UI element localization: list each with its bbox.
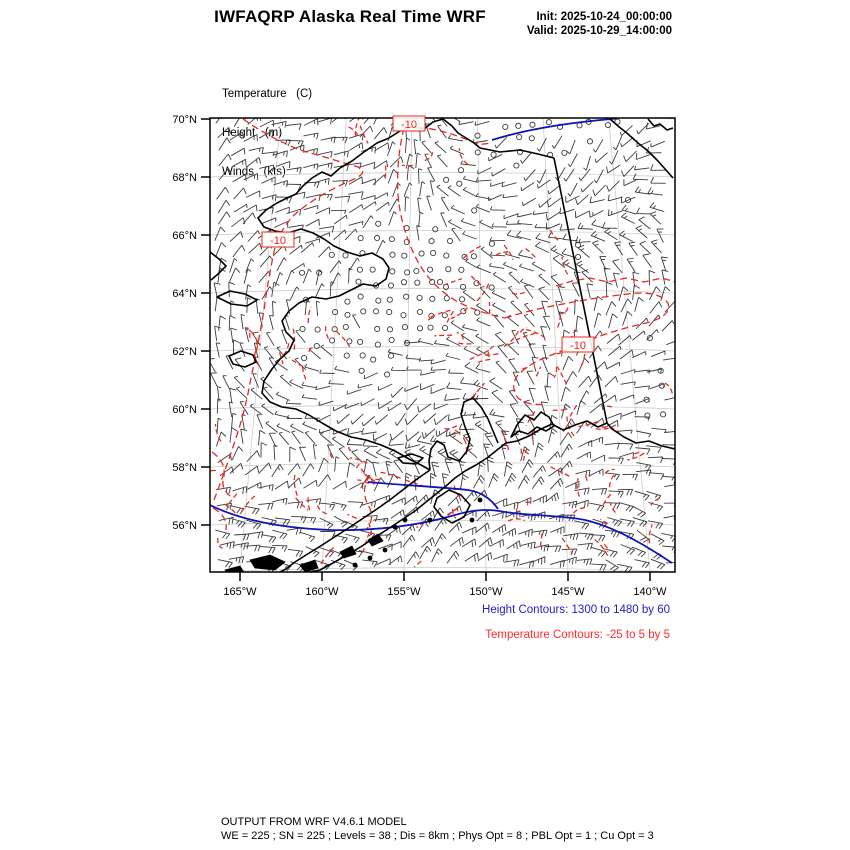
valid-timestamp: Valid: 2025-10-29_14:00:00	[526, 25, 672, 37]
model-info-line1: OUTPUT FROM WRF V4.6.1 MODEL	[221, 816, 407, 828]
islands	[225, 498, 482, 578]
lat-label: 64°N	[172, 288, 197, 300]
wind-barbs	[208, 109, 681, 573]
init-timestamp: Init: 2025-10-24_00:00:00	[536, 11, 672, 23]
lat-label: 70°N	[172, 114, 197, 126]
lat-axis	[172, 114, 210, 532]
contour-value-label: -10	[570, 340, 586, 352]
lon-label: 160°W	[305, 586, 339, 598]
lon-axis	[223, 572, 667, 598]
contour-value-label: -10	[401, 119, 417, 131]
height-contours	[210, 119, 672, 564]
lat-label: 66°N	[172, 230, 197, 242]
legend-height: Height (m)	[222, 127, 283, 139]
lon-label: 145°W	[551, 586, 585, 598]
lon-label: 155°W	[387, 586, 421, 598]
page-title: IWFAQRP Alaska Real Time WRF	[214, 7, 486, 26]
model-info-line2: WE = 225 ; SN = 225 ; Levels = 38 ; Dis = 8km ; Phys Opt = 8 ; PBL Opt = 1 ; Cu Opt = 3	[221, 829, 654, 842]
legend-winds: Winds (kts)	[222, 166, 286, 178]
caption-height-contours: Height Contours: 1300 to 1480 by 60	[482, 604, 670, 616]
lon-label: 165°W	[223, 586, 257, 598]
model-info	[221, 816, 654, 843]
lat-label: 56°N	[172, 520, 197, 532]
lon-label: 150°W	[469, 586, 503, 598]
lat-label: 62°N	[172, 346, 197, 358]
legend-temperature: Temperature (C)	[222, 88, 313, 100]
contour-value-label: -10	[270, 235, 286, 247]
lon-label: 140°W	[633, 586, 667, 598]
lat-label: 58°N	[172, 462, 197, 474]
lat-label: 68°N	[172, 172, 197, 184]
coastlines	[210, 119, 675, 572]
caption-temperature-contours: Temperature Contours: -25 to 5 by 5	[485, 629, 670, 641]
lat-label: 60°N	[172, 404, 197, 416]
